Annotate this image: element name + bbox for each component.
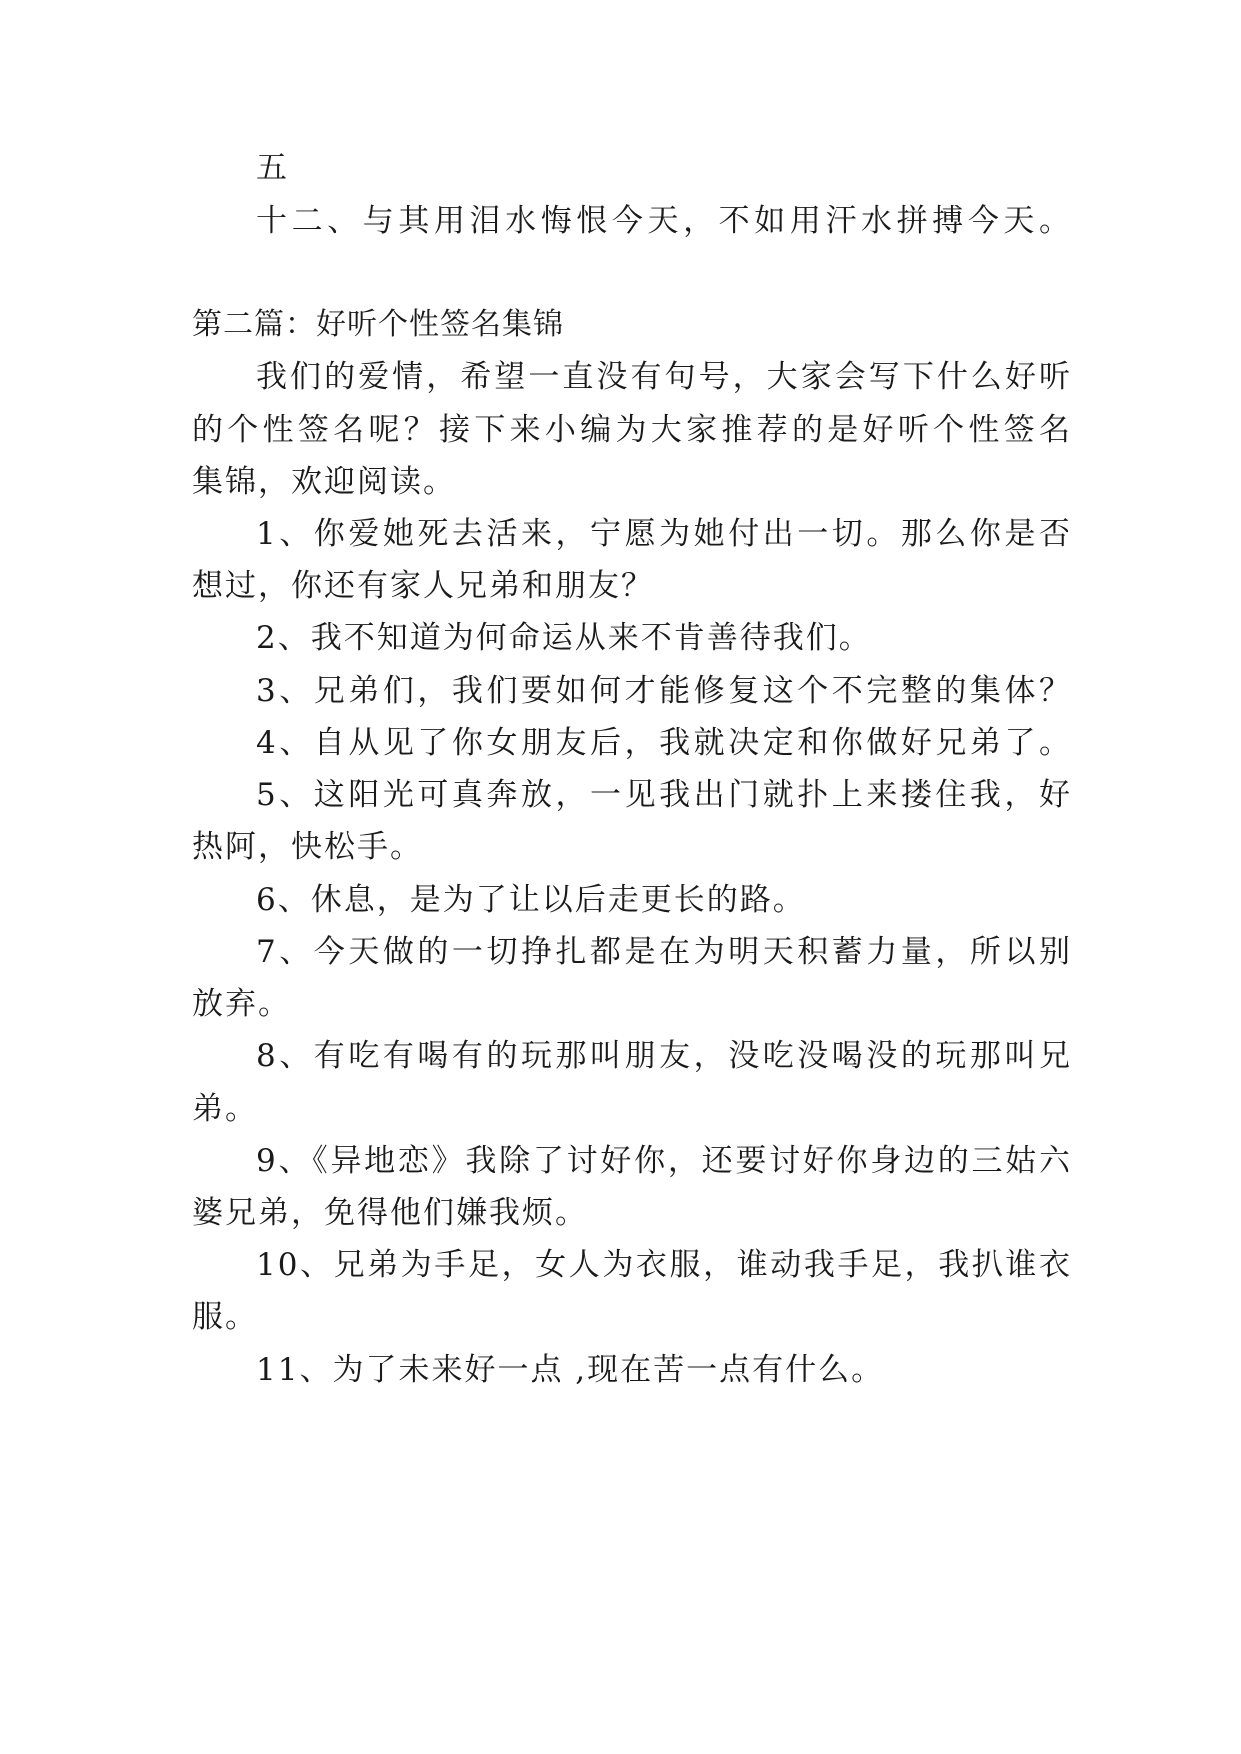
item-11: 11、为了未来好一点 ,现在苦一点有什么。	[256, 1352, 885, 1388]
item-1-line-2: 想过，你还有家人兄弟和朋友？	[192, 568, 654, 604]
item-9-line-2: 婆兄弟，免得他们嫌我烦。	[192, 1195, 588, 1231]
item-8-line-2: 弟。	[192, 1091, 258, 1127]
item-10-line-1: 10、兄弟为手足，女人为衣服，谁动我手足，我扒谁衣	[256, 1247, 1072, 1283]
intro-paragraph-line-3: 集锦，欢迎阅读。	[192, 464, 456, 500]
fragment-text: 五	[256, 150, 289, 186]
item-5-line-1: 5、这阳光可真奔放，一见我出门就扑上来搂住我，好	[256, 777, 1072, 813]
item-10-line-2: 服。	[192, 1299, 258, 1335]
intro-paragraph-line-2: 的个性签名呢？接下来小编为大家推荐的是好听个性签名	[192, 412, 1072, 448]
quote-12: 十二、与其用泪水悔恨今天，不如用汗水拼搏今天。	[256, 203, 1072, 239]
item-7-line-1: 7、今天做的一切挣扎都是在为明天积蓄力量，所以别	[256, 934, 1072, 970]
item-2: 2、我不知道为何命运从来不肯善待我们。	[256, 620, 872, 656]
item-4: 4、自从见了你女朋友后，我就决定和你做好兄弟了。	[256, 725, 1072, 761]
item-7-line-2: 放弃。	[192, 986, 291, 1022]
intro-paragraph-line-1: 我们的爱情，希望一直没有句号，大家会写下什么好听	[256, 359, 1072, 395]
item-8-line-1: 8、有吃有喝有的玩那叫朋友，没吃没喝没的玩那叫兄	[256, 1038, 1072, 1074]
item-6: 6、休息，是为了让以后走更长的路。	[256, 882, 806, 918]
item-3: 3、兄弟们，我们要如何才能修复这个不完整的集体？	[256, 673, 1072, 709]
item-9-line-1: 9、《异地恋》我除了讨好你，还要讨好你身边的三姑六	[256, 1143, 1072, 1179]
item-1-line-1: 1、你爱她死去活来，宁愿为她付出一切。那么你是否	[256, 516, 1072, 552]
section-heading: 第二篇：好听个性签名集锦	[192, 307, 564, 342]
item-5-line-2: 热阿，快松手。	[192, 829, 423, 865]
